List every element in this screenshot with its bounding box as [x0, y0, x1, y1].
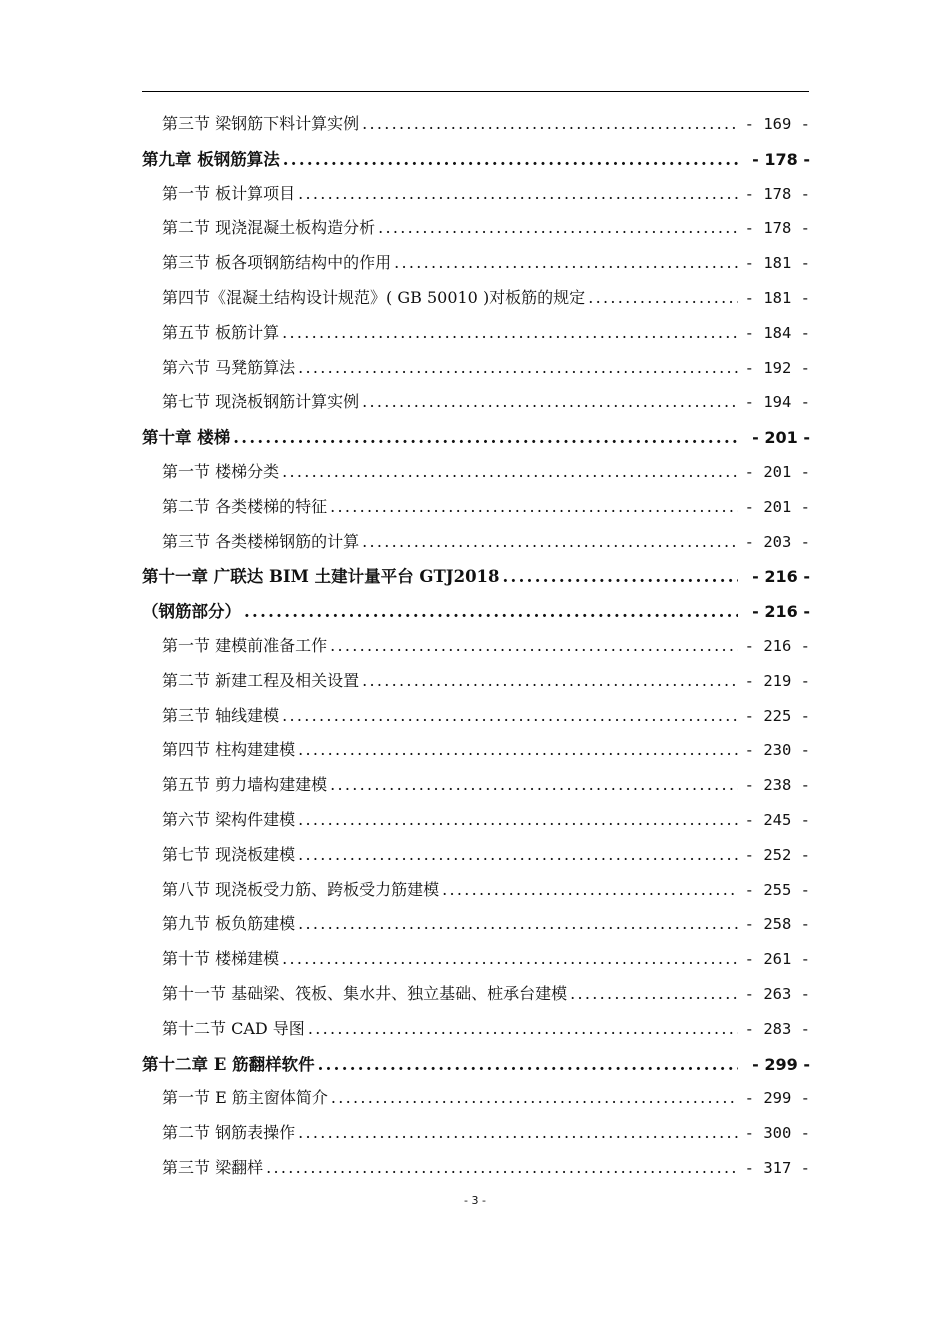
toc-section-entry[interactable]	[142, 494, 810, 529]
toc-entry-title: 第五节 板筋计算	[162, 322, 280, 342]
toc-dot-leader	[394, 253, 738, 272]
toc-entry-page: - 201 -	[744, 462, 810, 481]
toc-entry-title: 第一节 楼梯分类	[162, 461, 280, 481]
toc-section-entry[interactable]	[142, 285, 810, 320]
toc-dot-leader	[362, 671, 738, 690]
toc-section-entry[interactable]	[142, 355, 810, 390]
toc-section-entry[interactable]	[142, 1120, 810, 1155]
toc-section-entry[interactable]	[142, 946, 810, 981]
toc-chapter-entry[interactable]	[142, 598, 810, 633]
toc-entry-page: - 219 -	[744, 671, 810, 690]
toc-entry-title: 第一节 E 筋主窗体简介	[162, 1088, 328, 1108]
toc-section-entry[interactable]	[142, 215, 810, 250]
toc-section-entry[interactable]	[142, 633, 810, 668]
toc-entry-title: 第二节 钢筋表操作	[162, 1123, 296, 1143]
toc-dot-leader	[330, 775, 738, 794]
toc-entry-page: - 178 -	[752, 149, 810, 169]
toc-entry-page: - 201 -	[752, 428, 810, 448]
toc-entry-page: - 216 -	[744, 636, 810, 655]
toc-dot-leader	[266, 1158, 738, 1177]
toc-dot-leader	[283, 150, 738, 169]
toc-dot-leader	[298, 914, 738, 933]
toc-dot-leader	[298, 184, 738, 203]
toc-entry-page: - 178 -	[744, 184, 810, 203]
toc-dot-leader	[503, 567, 738, 586]
toc-section-entry[interactable]	[142, 1085, 810, 1120]
toc-entry-title: 第十一节 基础梁、筏板、集水井、独立基础、桩承台建模	[162, 983, 568, 1003]
toc-section-entry[interactable]	[142, 320, 810, 355]
toc-entry-title: 第九章 板钢筋算法	[142, 149, 280, 169]
toc-section-entry[interactable]	[142, 981, 810, 1016]
toc-entry-page: - 192 -	[744, 358, 810, 377]
toc-entry-page: - 245 -	[744, 810, 810, 829]
toc-section-entry[interactable]	[142, 529, 810, 564]
toc-section-entry[interactable]	[142, 737, 810, 772]
toc-dot-leader	[588, 288, 738, 307]
toc-entry-title: 第三节 轴线建模	[162, 705, 280, 725]
toc-dot-leader	[362, 392, 738, 411]
toc-dot-leader	[298, 358, 738, 377]
toc-dot-leader	[282, 462, 738, 481]
toc-chapter-entry[interactable]	[142, 146, 810, 181]
toc-dot-leader	[282, 323, 738, 342]
toc-entry-page: - 216 -	[752, 602, 810, 622]
toc-entry-title: 第一节 板计算项目	[162, 183, 296, 203]
toc-chapter-entry[interactable]	[142, 1051, 810, 1086]
toc-dot-leader	[318, 1055, 738, 1074]
toc-entry-title: 第十一章 广联达 BIM 土建计量平台 GTJ2018	[142, 567, 500, 587]
toc-section-entry[interactable]	[142, 877, 810, 912]
toc-entry-title: 第四节《混凝土结构设计规范》( GB 50010 )对板筋的规定	[162, 287, 586, 307]
toc-entry-title: 第八节 现浇板受力筋、跨板受力筋建模	[162, 879, 440, 899]
toc-dot-leader	[308, 1019, 738, 1038]
toc-section-entry[interactable]	[142, 703, 810, 738]
toc-entry-page: - 317 -	[744, 1158, 810, 1177]
toc-entry-title: 第三节 板各项钢筋结构中的作用	[162, 253, 392, 273]
toc-entry-title: 第二节 现浇混凝土板构造分析	[162, 218, 376, 238]
toc-section-entry[interactable]	[142, 111, 810, 146]
toc-section-entry[interactable]	[142, 250, 810, 285]
toc-dot-leader	[442, 880, 738, 899]
toc-entry-page: - 263 -	[744, 984, 810, 1003]
toc-entry-title: 第七节 现浇板钢筋计算实例	[162, 392, 360, 412]
toc-section-entry[interactable]	[142, 668, 810, 703]
toc-dot-leader	[330, 497, 738, 516]
toc-section-entry[interactable]	[142, 1155, 810, 1190]
toc-entry-page: - 252 -	[744, 845, 810, 864]
toc-entry-page: - 201 -	[744, 497, 810, 516]
page-number: - 3 -	[464, 1194, 486, 1207]
toc-entry-page: - 300 -	[744, 1124, 810, 1143]
toc-entry-page: - 238 -	[744, 776, 810, 795]
toc-entry-page: - 178 -	[744, 219, 810, 238]
toc-section-entry[interactable]	[142, 772, 810, 807]
toc-entry-page: - 194 -	[744, 393, 810, 412]
toc-entry-title: 第二节 新建工程及相关设置	[162, 670, 360, 690]
toc-entry-page: - 283 -	[744, 1019, 810, 1038]
toc-dot-leader	[331, 1088, 738, 1107]
toc-entry-page: - 255 -	[744, 880, 810, 899]
toc-entry-page: - 258 -	[744, 915, 810, 934]
toc-section-entry[interactable]	[142, 459, 810, 494]
toc-dot-leader	[362, 114, 738, 133]
toc-section-entry[interactable]	[142, 807, 810, 842]
toc-entry-title: 第二节 各类楼梯的特征	[162, 496, 328, 516]
toc-entry-page: - 299 -	[752, 1054, 810, 1074]
toc-entry-page: - 184 -	[744, 323, 810, 342]
toc-entry-page: - 261 -	[744, 950, 810, 969]
toc-entry-title: 第三节 各类楼梯钢筋的计算	[162, 531, 360, 551]
toc-section-entry[interactable]	[142, 389, 810, 424]
toc-entry-page: - 181 -	[744, 288, 810, 307]
toc-entry-title: 第四节 柱构建建模	[162, 740, 296, 760]
toc-entry-title: 第十章 楼梯	[142, 428, 231, 448]
toc-entry-title: 第五节 剪力墙构建建模	[162, 775, 328, 795]
toc-dot-leader	[298, 1123, 738, 1142]
toc-entry-page: - 181 -	[744, 254, 810, 273]
toc-entry-page: - 169 -	[744, 115, 810, 133]
toc-dot-leader	[570, 984, 738, 1003]
toc-dot-leader	[244, 602, 738, 621]
toc-entry-title: 第九节 板负筋建模	[162, 914, 296, 934]
toc-dot-leader	[298, 810, 738, 829]
toc-entry-page: - 225 -	[744, 706, 810, 725]
toc-entry-title: 第十节 楼梯建模	[162, 949, 280, 969]
toc-dot-leader	[298, 740, 738, 759]
toc-section-entry[interactable]	[142, 842, 810, 877]
toc-entry-title: 第一节 建模前准备工作	[162, 635, 328, 655]
toc-chapter-entry[interactable]	[142, 563, 810, 598]
toc-entry-title: 第三节 梁翻样	[162, 1157, 264, 1177]
toc-chapter-entry[interactable]	[142, 424, 810, 459]
toc-dot-leader	[282, 949, 738, 968]
toc-entry-title: 第十二章 E 筋翻样软件	[142, 1054, 315, 1074]
toc-entry-title: 第三节 梁钢筋下料计算实例	[162, 114, 360, 133]
table-of-contents	[142, 111, 810, 1190]
toc-entry-title: 第六节 梁构件建模	[162, 809, 296, 829]
toc-dot-leader	[298, 845, 738, 864]
toc-section-entry[interactable]	[142, 1016, 810, 1051]
toc-dot-leader	[330, 636, 738, 655]
toc-entry-page: - 203 -	[744, 532, 810, 551]
toc-section-entry[interactable]	[142, 911, 810, 946]
toc-entry-title: 第六节 马凳筋算法	[162, 357, 296, 377]
toc-entry-title: 第七节 现浇板建模	[162, 844, 296, 864]
header-rule	[142, 91, 809, 92]
toc-dot-leader	[362, 532, 738, 551]
toc-dot-leader	[282, 706, 738, 725]
toc-section-entry[interactable]	[142, 181, 810, 216]
toc-dot-leader	[378, 218, 738, 237]
toc-entry-page: - 216 -	[752, 567, 810, 587]
toc-dot-leader	[233, 428, 738, 447]
toc-entry-title: 第十二节 CAD 导图	[162, 1018, 305, 1038]
toc-entry-page: - 299 -	[744, 1089, 810, 1108]
toc-entry-page: - 230 -	[744, 741, 810, 760]
toc-entry-title: （钢筋部分）	[142, 602, 241, 622]
